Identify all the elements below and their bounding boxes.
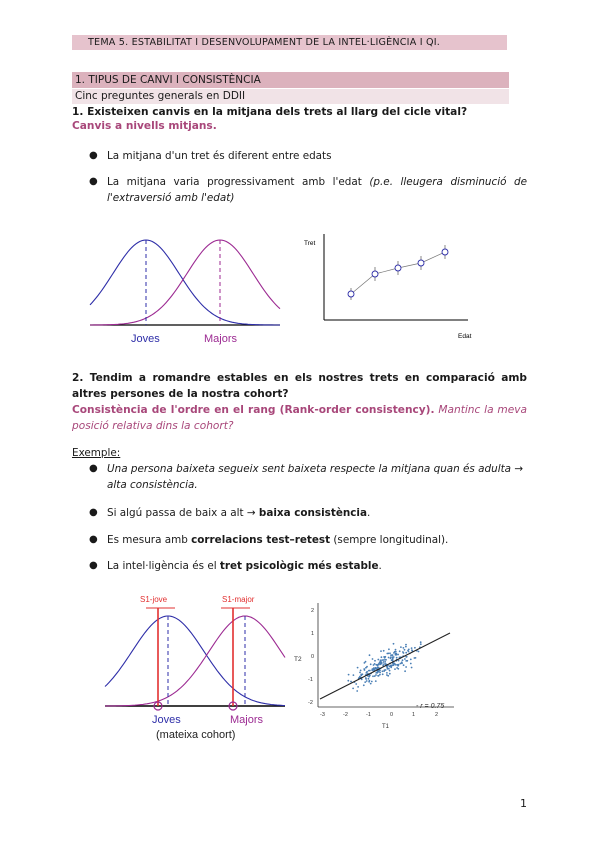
ylabel-tret: Tret bbox=[304, 240, 316, 247]
scatter-point bbox=[414, 647, 416, 649]
scatter-point bbox=[355, 683, 357, 685]
scatter-point bbox=[403, 664, 405, 666]
scatter-point bbox=[392, 664, 394, 666]
answer-2 bbox=[72, 402, 527, 434]
y-tick: 1 bbox=[311, 631, 315, 637]
scatter-point bbox=[395, 649, 397, 651]
scatter-point bbox=[383, 650, 385, 652]
scatter-point bbox=[379, 670, 381, 672]
scatter-point bbox=[395, 651, 397, 653]
scatter-point bbox=[403, 647, 405, 649]
scatter-point bbox=[364, 681, 366, 683]
y-tick: -2 bbox=[308, 700, 313, 706]
scatter-point bbox=[402, 659, 404, 661]
y-tick: 0 bbox=[311, 654, 315, 660]
bullet-icon: ● bbox=[89, 463, 98, 474]
scatter-point bbox=[372, 658, 374, 660]
bullet-icon: ● bbox=[89, 534, 98, 545]
scatter-point bbox=[388, 653, 390, 655]
q1-bullet-1: La mitjana d'un tret és diferent entre edats bbox=[107, 150, 332, 162]
scatter-point bbox=[369, 670, 371, 672]
q2-bullet-3 bbox=[107, 532, 527, 548]
section-title: 1. TIPUS DE CANVI I CONSISTÈNCIA bbox=[72, 72, 509, 88]
scatter-point bbox=[388, 668, 390, 670]
scatter-point bbox=[388, 648, 390, 650]
q2-bullet-3-pre: Es mesura amb bbox=[107, 534, 192, 546]
scatter-point bbox=[406, 660, 408, 662]
scatter-point bbox=[379, 674, 381, 676]
example-label: Exemple: bbox=[72, 447, 121, 459]
answer-2-italic: Mantinc la meva posició relativa dins la cohort? bbox=[72, 404, 527, 432]
scatter-point bbox=[390, 656, 392, 658]
error-bars bbox=[351, 245, 445, 300]
scatter-point bbox=[380, 650, 382, 652]
q2-bullet-1-text: Una persona baixeta segueix sent baixeta respecte la mitjana quan és adulta → alta consistència. bbox=[107, 463, 524, 491]
scatter-point bbox=[369, 680, 371, 682]
scatter-ylabel: T2 bbox=[294, 656, 302, 663]
scatter-point bbox=[382, 659, 384, 661]
scatter-point bbox=[382, 670, 384, 672]
scatter-point bbox=[359, 672, 361, 674]
curve-old bbox=[105, 616, 285, 706]
scatter-point bbox=[375, 664, 377, 666]
q2-bullet-4 bbox=[107, 558, 527, 574]
scatter-point bbox=[389, 670, 391, 672]
figure1-curves bbox=[85, 228, 285, 353]
label-s1-major: S1-major bbox=[222, 595, 255, 604]
label-joves: Joves bbox=[152, 714, 181, 726]
scatter-point bbox=[411, 667, 413, 669]
scatter-point bbox=[352, 688, 354, 690]
scatter-point bbox=[372, 675, 374, 677]
q2-bullet-3-post: (sempre longitudinal). bbox=[330, 534, 449, 546]
scatter-point bbox=[356, 690, 358, 692]
x-tick: 2 bbox=[435, 712, 439, 718]
scatter-point bbox=[357, 686, 359, 688]
scatter-point bbox=[350, 681, 352, 683]
figure2-scatter bbox=[290, 595, 460, 735]
scatter-point bbox=[386, 672, 388, 674]
scatter-point bbox=[357, 667, 359, 669]
scatter-point bbox=[387, 675, 389, 677]
scatter-point bbox=[376, 672, 378, 674]
scatter-point bbox=[381, 662, 383, 664]
q2-bullet-1 bbox=[107, 461, 527, 493]
figure2-curves bbox=[100, 588, 290, 748]
x-tick: 1 bbox=[412, 712, 416, 718]
scatter-point bbox=[401, 661, 403, 663]
scatter-point bbox=[384, 661, 386, 663]
scatter-point bbox=[377, 675, 379, 677]
scatter-point bbox=[399, 650, 401, 652]
scatter-point bbox=[397, 654, 399, 656]
scatter-point bbox=[380, 659, 382, 661]
scatter-point bbox=[374, 663, 376, 665]
scatter-point bbox=[375, 674, 377, 676]
scatter-point bbox=[385, 663, 387, 665]
scatter-point bbox=[410, 659, 412, 661]
xlabel-edat: Edat bbox=[458, 333, 472, 340]
scatter-point bbox=[391, 654, 393, 656]
answer-2-bold: Consistència de l'ordre en el rang (Rank-order consistency). bbox=[72, 404, 435, 416]
scatter-point bbox=[353, 674, 355, 676]
q2-bullet-2-bold: baixa consistència bbox=[258, 507, 368, 519]
scatter-point bbox=[382, 673, 384, 675]
scatter-point bbox=[408, 651, 410, 653]
q1-bullet-2-text: La mitjana varia progressivament amb l'edat bbox=[107, 176, 370, 188]
regression-line bbox=[320, 633, 450, 699]
scatter-point bbox=[394, 668, 396, 670]
scatter-point bbox=[368, 678, 370, 680]
scatter-point bbox=[385, 659, 387, 661]
caption-same-cohort: (mateixa cohort) bbox=[156, 729, 236, 741]
label-joves: Joves bbox=[131, 333, 160, 345]
trend-point bbox=[395, 265, 401, 271]
y-tick: 2 bbox=[311, 608, 315, 614]
scatter-point bbox=[379, 662, 381, 664]
scatter-point bbox=[365, 678, 367, 680]
scatter-point bbox=[405, 644, 407, 646]
scatter-point bbox=[379, 672, 381, 674]
scatter-point bbox=[383, 661, 385, 663]
scatter-point bbox=[405, 652, 407, 654]
q1-bullet-2-note: (p.e. lleugera disminució de l'extraversió amb l'edat) bbox=[107, 176, 527, 204]
scatter-point bbox=[365, 661, 367, 663]
scatter-point bbox=[393, 643, 395, 645]
scatter-point bbox=[389, 673, 391, 675]
scatter-point bbox=[360, 670, 362, 672]
scatter-point bbox=[390, 667, 392, 669]
curve-young bbox=[105, 616, 285, 706]
scatter-point bbox=[396, 667, 398, 669]
q1-bullet-2 bbox=[107, 174, 527, 206]
scatter-point bbox=[393, 656, 395, 658]
scatter-point bbox=[375, 667, 377, 669]
scatter-point bbox=[389, 665, 391, 667]
x-tick: -3 bbox=[320, 712, 325, 718]
page-number: 1 bbox=[520, 797, 527, 810]
scatter-point bbox=[373, 668, 375, 670]
trend-point bbox=[348, 291, 354, 297]
scatter-point bbox=[378, 667, 380, 669]
scatter-point bbox=[374, 660, 376, 662]
scatter-point bbox=[369, 654, 371, 656]
label-majors: Majors bbox=[230, 714, 264, 726]
scatter-point bbox=[362, 673, 364, 675]
scatter-point bbox=[404, 658, 406, 660]
scatter-point bbox=[404, 649, 406, 651]
trend-point bbox=[372, 271, 378, 277]
section-subtitle: Cinc preguntes generals en DDII bbox=[72, 89, 509, 104]
curve-young bbox=[90, 240, 280, 325]
scatter-point bbox=[361, 679, 363, 681]
scatter-point bbox=[371, 669, 373, 671]
scatter-point bbox=[400, 663, 402, 665]
scatter-point bbox=[384, 656, 386, 658]
bullet-icon: ● bbox=[89, 176, 98, 187]
bullet-icon: ● bbox=[89, 150, 98, 161]
scatter-point bbox=[411, 647, 413, 649]
q2-bullet-4-pre: La intel·ligència és el bbox=[107, 560, 220, 572]
scatter-point bbox=[388, 657, 390, 659]
q2-bullet-2-pre: Si algú passa de baix a alt → bbox=[107, 507, 259, 519]
label-majors: Majors bbox=[204, 333, 238, 345]
scatter-point bbox=[398, 664, 400, 666]
scatter-point bbox=[389, 652, 391, 654]
scatter-point bbox=[370, 663, 372, 665]
q2-bullet-3-bold: correlacions test–retest bbox=[191, 534, 331, 546]
question-1: 1. Existeixen canvis en la mitjana dels trets al llarg del cicle vital? bbox=[72, 106, 468, 118]
answer-1: Canvis a nivells mitjans. bbox=[72, 120, 217, 132]
x-tick: 0 bbox=[390, 712, 394, 718]
bullet-icon: ● bbox=[89, 507, 98, 518]
scatter-point bbox=[396, 657, 398, 659]
figure1-trend-plot bbox=[300, 228, 485, 348]
scatter-point bbox=[370, 683, 372, 685]
scatter-point bbox=[375, 680, 377, 682]
scatter-point bbox=[391, 659, 393, 661]
scatter-point bbox=[405, 646, 407, 648]
scatter-point bbox=[400, 646, 402, 648]
scatter-point bbox=[347, 680, 349, 682]
scatter-point bbox=[386, 667, 388, 669]
scatter-point bbox=[394, 663, 396, 665]
scatter-point bbox=[378, 664, 380, 666]
scatter-point bbox=[383, 663, 385, 665]
scatter-point bbox=[395, 653, 397, 655]
scatter-point bbox=[402, 651, 404, 653]
label-s1-jove: S1-jove bbox=[140, 595, 168, 604]
scatter-point bbox=[363, 684, 365, 686]
q2-bullet-4-bold: tret psicològic més estable bbox=[219, 560, 379, 572]
scatter-point bbox=[365, 672, 367, 674]
scatter-point bbox=[385, 669, 387, 671]
scatter-point bbox=[415, 657, 417, 659]
scatter-point bbox=[365, 667, 367, 669]
scatter-point bbox=[420, 641, 422, 643]
scatter-point bbox=[371, 681, 373, 683]
y-tick: -1 bbox=[308, 677, 313, 683]
scatter-point bbox=[381, 656, 383, 658]
r-label: - r = 0.75 bbox=[416, 703, 445, 710]
question-2: 2. Tendim a romandre estables en els nostres trets en comparació amb altres persones de la nostra cohort? bbox=[72, 372, 527, 400]
q2-bullet-2 bbox=[107, 505, 527, 521]
document-header: TEMA 5. ESTABILITAT I DESENVOLUPAMENT DE LA INTEL·LIGÈNCIA I QI. bbox=[72, 35, 507, 50]
scatter-point bbox=[366, 680, 368, 682]
scatter-xlabel: T1 bbox=[382, 724, 390, 730]
q2-bullet-2-post: . bbox=[367, 507, 371, 519]
bullet-icon: ● bbox=[89, 560, 98, 571]
scatter-point bbox=[348, 674, 350, 676]
scatter-point bbox=[420, 643, 422, 645]
scatter-point bbox=[410, 663, 412, 665]
q2-bullet-4-post: . bbox=[378, 560, 382, 572]
scatter-point bbox=[405, 666, 407, 668]
scatter-point bbox=[364, 669, 366, 671]
scatter-point bbox=[418, 651, 420, 653]
trend-point bbox=[418, 260, 424, 266]
x-tick: -1 bbox=[366, 712, 371, 718]
x-tick: -2 bbox=[343, 712, 348, 718]
scatter-point bbox=[377, 659, 379, 661]
trend-point bbox=[442, 249, 448, 255]
scatter-point bbox=[404, 670, 406, 672]
